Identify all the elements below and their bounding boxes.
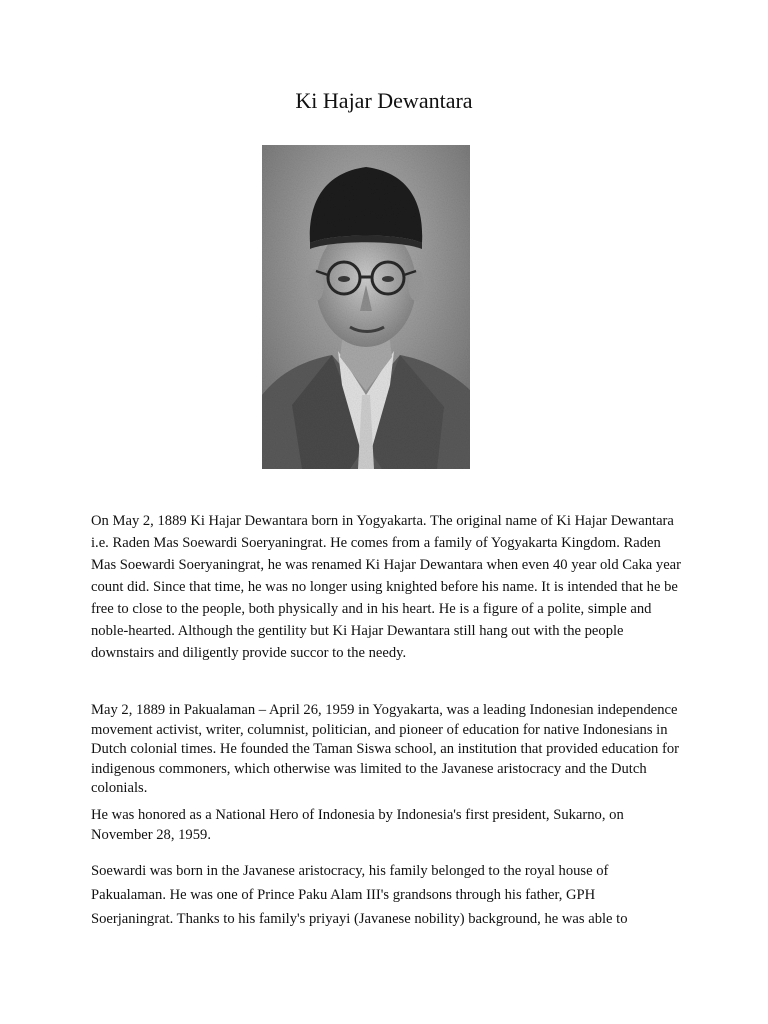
paragraph-4: Soewardi was born in the Javanese aristocracy, his family belonged to the royal house of Pakualaman. He was one of Prince Paku Alam III's grandsons through his father, GPH Soerjaningrat. Thanks to his family's priyayi (Javanese nobility) background, he was able to bbox=[91, 863, 628, 927]
portrait-illustration bbox=[262, 145, 470, 469]
paragraph-1: On May 2, 1889 Ki Hajar Dewantara born in Yogyakarta. The original name of Ki Hajar Dewantara i.e. Raden Mas Soewardi Soeryaningrat. He comes from a family of Yogyakarta Kingdom. Raden Mas Soewardi Soeryaningrat, he was renamed Ki Hajar Dewantara when even 40 year old Caka year count did. Since that time, he was no longer using knighted before his name. It is intended that he be free to close to the people, both physically and in his heart. He is a figure of a polite, simple and noble-hearted. Although the gentility but Ki Hajar Dewantara still hang out with the people downstairs and diligently provide succor to the needy. bbox=[91, 513, 682, 661]
paragraph-3: He was honored as a National Hero of Indonesia by Indonesia's first president, Sukarno, on November 28, 1959. bbox=[91, 807, 624, 843]
page-title: Ki Hajar Dewantara bbox=[295, 88, 473, 113]
portrait-photo bbox=[262, 145, 470, 469]
paragraph-2: May 2, 1889 in Pakualaman – April 26, 1959 in Yogyakarta, was a leading Indonesian independence movement activist, writer, columnist, politician, and pioneer of education for native Indonesians in Dutch colonial times. He founded the Taman Siswa school, an institution that provided education for indigenous commoners, which otherwise was limited to the Javanese aristocracy and the Dutch colonials. bbox=[91, 702, 680, 796]
